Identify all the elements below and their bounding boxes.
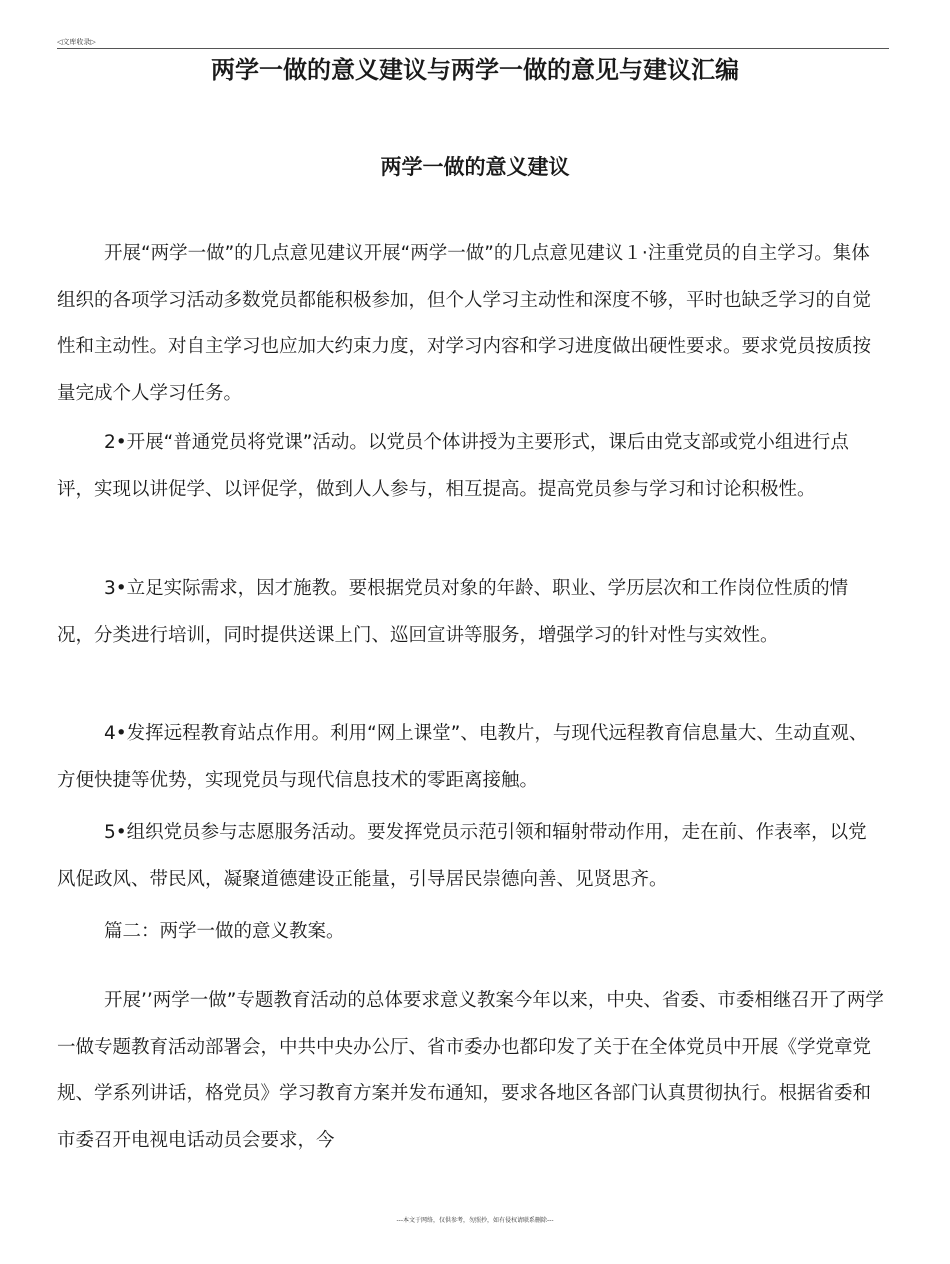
footer-note: ---本文于网络，仅供参考，勿照抄，如有侵权请联系删除--- [396,1217,554,1224]
paragraph-3: 3•立足实际需求，因才施教。要根据党员对象的年龄、职业、学历层次和工作岗位性质的情况，分类进行培训，同时提供送课上门、巡回宣讲等服务，增强学习的针对性与实效性。 [57,578,849,646]
paragraph-5: 5•组织党员参与志愿服务活动。要发挥党员示范引领和辐射带动作用，走在前、作表率，以党风促政风、带民风，凝聚道德建设正能量，引导居民崇德向善、见贤思齐。 [57,822,867,890]
paragraph-1: 开展“两学一做”的几点意见建议开展“两学一做”的几点意见建议１·注重党员的自主学习。集体组织的各项学习活动多数党员都能积极参加，但个人学习主动性和深度不够，平时也缺乏学习的自觉性和主动性。对自主学习也应加大约束力度，对学习内容和学习进度做出硬性要求。要求党员按质按量完成个人学习任务。 [57,243,872,404]
paragraph-2: 2•开展“普通党员将党课”活动。以党员个体讲授为主要形式，课后由党支部或党小组进行点评，实现以讲促学、以评促学，做到人人参与，相互提高。提高党员参与学习和讨论积极性。 [57,432,849,500]
header-divider [57,48,889,49]
section-title: 两学一做的意义建议 [380,155,570,179]
header-mark: ◁文库收录▷ [57,38,96,46]
paragraph-chapter-two-heading: 篇二：两学一做的意义教案。 [104,921,345,942]
paragraph-7: 开展’’两学一做”专题教育活动的总体要求意义教案今年以来，中央、省委、市委相继召开了两学一做专题教育活动部署会，中共中央办公厅、省市委办也都印发了关于在全体党员中开展《学党章党规、学系列讲话，格党员》学习教育方案并发布通知，要求各地区各部门认真贯彻执行。根据省委和市委召开电视电话动员会要求，今 [57,990,884,1151]
document-title: 两学一做的意义建议与两学一做的意见与建议汇编 [211,56,739,84]
paragraph-4: 4•发挥远程教育站点作用。利用“网上课堂”、电教片，与现代远程教育信息量大、生动直观、方便快捷等优势，实现党员与现代信息技术的零距离接触。 [57,723,868,791]
